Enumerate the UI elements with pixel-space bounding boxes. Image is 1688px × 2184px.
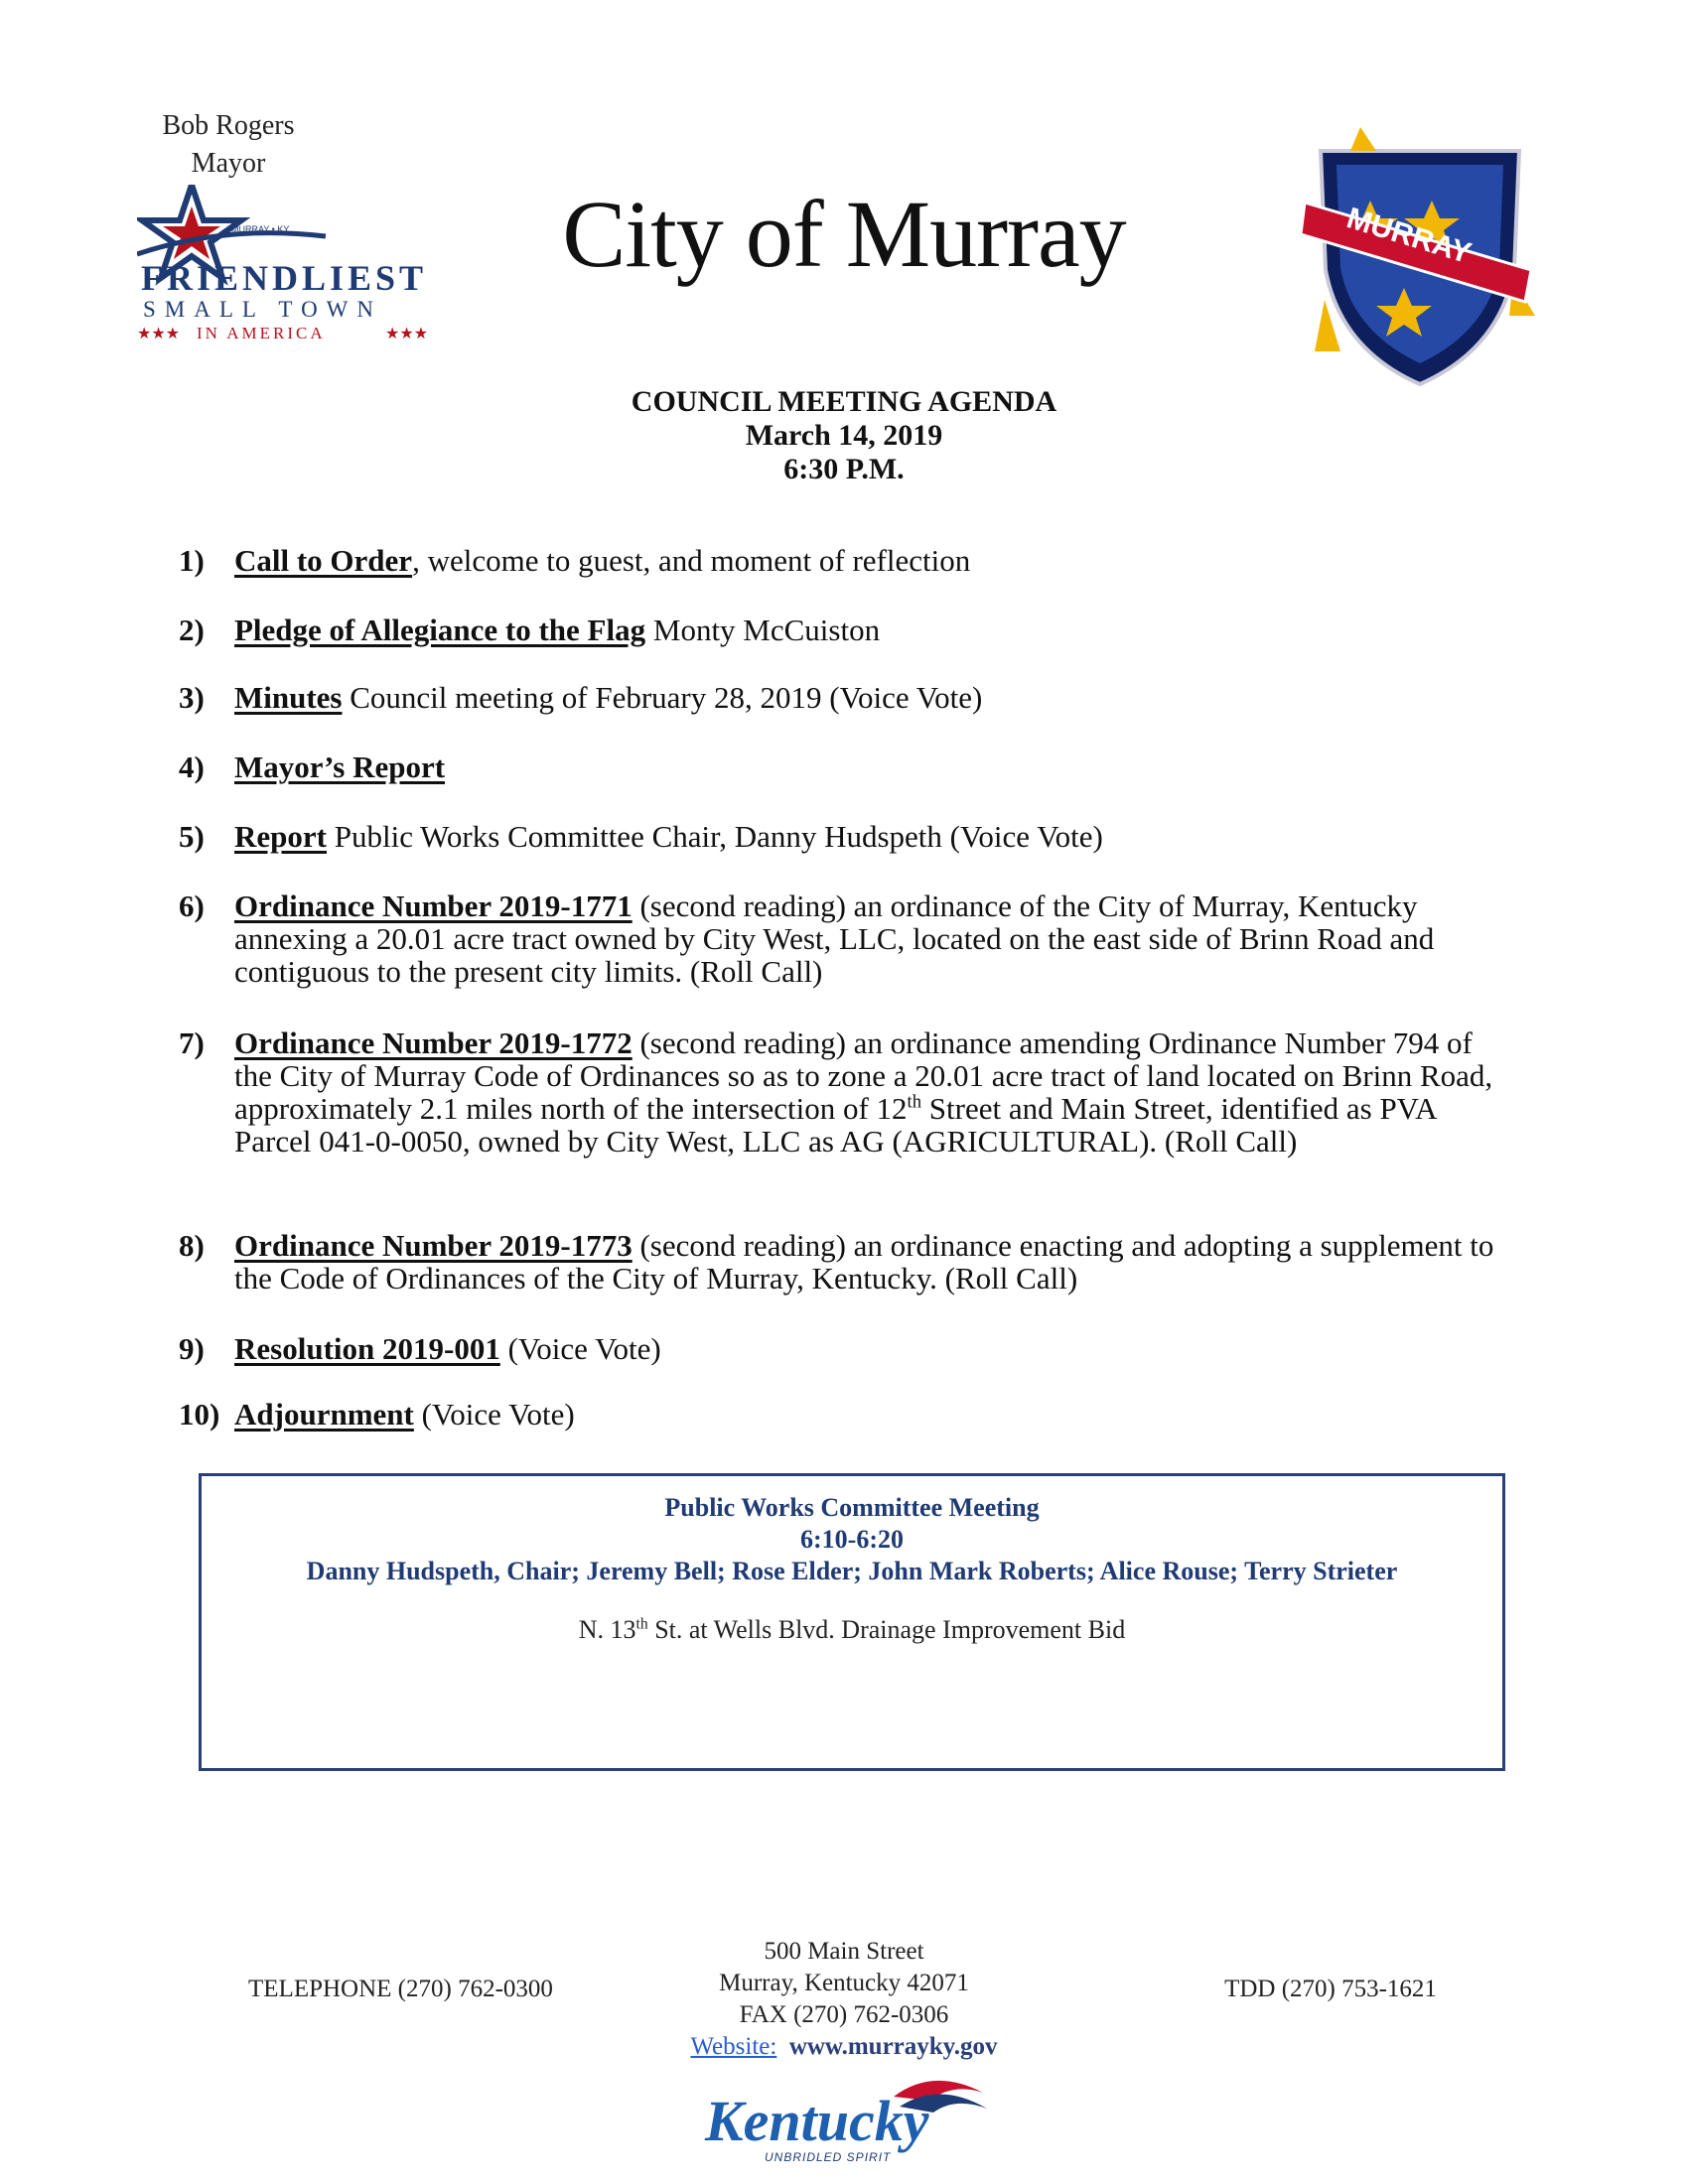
meeting-time: 6:30 P.M.	[783, 453, 905, 485]
agenda-number: 7)	[179, 1025, 205, 1060]
agenda-number: 4)	[179, 750, 205, 784]
agenda-label: Report	[234, 819, 327, 854]
footer-tdd: TDD (270) 753-1621	[1224, 1976, 1437, 2002]
agenda-text: (second reading) an ordinance amending Ordinance Number 794 of the City of Murray Code of Ordinances so as to zone a 20.01 acre tract of land located on Brinn Road, approximately 2.1 miles north of the intersection of 12	[234, 1025, 1493, 1126]
agenda-text: Public Works Committee Chair, Danny Hudspeth (Voice Vote)	[326, 819, 1103, 854]
mayor-name: Bob Rogers	[162, 110, 295, 141]
agenda-label: Adjournment	[234, 1397, 414, 1432]
footer-fax: FAX (270) 762-0306	[739, 2001, 949, 2028]
logo-line3: IN AMERICA	[197, 324, 326, 342]
website-label-link[interactable]: Website:	[690, 2033, 777, 2060]
meeting-title: COUNCIL MEETING AGENDA	[631, 385, 1057, 418]
footer-telephone: TELEPHONE (270) 762-0300	[248, 1976, 553, 2002]
agenda-number: 3)	[179, 680, 205, 715]
footer-address	[645, 1936, 1043, 2063]
agenda-text: (Voice Vote)	[499, 1331, 661, 1366]
agenda-label: Resolution 2019-001	[234, 1331, 500, 1366]
public-works-members: Danny Hudspeth, Chair; Jeremy Bell; Rose Elder; John Mark Roberts; Alice Rouse; Terry Strieter	[306, 1557, 1398, 1585]
footer-address-line1: 500 Main Street	[764, 1938, 924, 1965]
ky-logo-text: Kentucky	[705, 2089, 929, 2153]
agenda-number: 10)	[179, 1397, 220, 1432]
friendliest-small-town-logo	[137, 185, 435, 343]
public-works-time: 6:10-6:20	[800, 1525, 904, 1554]
agenda-number: 8)	[179, 1228, 205, 1263]
agenda-text: (second reading) an ordinance enacting and adopting a supplement to the Code of Ordinances of the City of Murray, Kentucky. (Roll Call)	[234, 1228, 1494, 1296]
agenda-number: 1)	[179, 543, 205, 578]
agenda-number: 2)	[179, 613, 205, 647]
agenda-number: 6)	[179, 888, 205, 923]
mayor-title: Mayor	[191, 148, 266, 179]
agenda-number: 5)	[179, 819, 205, 854]
agenda-text: Council meeting of February 28, 2019 (Voice Vote)	[342, 680, 983, 715]
meeting-date: March 14, 2019	[745, 419, 943, 452]
agenda-label: Ordinance Number 2019-1772	[234, 1025, 633, 1060]
kentucky-unbridled-spirit-logo	[695, 2067, 993, 2166]
website-url-link[interactable]: www.murrayky.gov	[788, 2033, 998, 2060]
ky-logo-tagline: UNBRIDLED SPIRIT	[765, 2150, 892, 2164]
agenda-label: Pledge of Allegiance to the Flag	[234, 613, 646, 647]
agenda-text: , welcome to guest, and moment of reflection	[412, 543, 971, 578]
footer-website	[645, 2031, 1043, 2063]
agenda-label: Ordinance Number 2019-1771	[234, 888, 633, 923]
meeting-heading	[447, 385, 1241, 486]
mayor-block	[139, 107, 318, 183]
svg-text:★★★: ★★★	[385, 326, 429, 342]
agenda-number: 9)	[179, 1331, 205, 1366]
city-title: City of Murray	[562, 181, 1126, 287]
agenda-label: Minutes	[234, 680, 343, 715]
public-works-title: Public Works Committee Meeting	[664, 1493, 1040, 1522]
agenda-label: Call to Order	[234, 543, 413, 578]
logo-top-text: MURRAY • KY	[231, 224, 290, 234]
logo-line1: FRIENDLIEST	[141, 258, 428, 298]
agenda-text: (Voice Vote)	[413, 1397, 575, 1432]
footer-address-line2: Murray, Kentucky 42071	[719, 1970, 969, 1996]
svg-text:★★★: ★★★	[137, 326, 181, 342]
public-works-item: N. 13th St. at Wells Blvd. Drainage Improvement Bid	[578, 1615, 1126, 1644]
murray-shield-logo	[1301, 121, 1539, 389]
agenda-text: Monty McCuiston	[645, 613, 881, 647]
agenda-label: Mayor’s Report	[234, 750, 446, 784]
agenda-label: Ordinance Number 2019-1773	[234, 1228, 633, 1263]
public-works-box	[199, 1473, 1505, 1771]
agenda-text: Street and Main Street, identified as PVA Parcel 041-0-0050, owned by City West, LLC as AG (AGRICULTURAL). (Roll Call)	[234, 1091, 1436, 1159]
agenda-text: (second reading) an ordinance of the City of Murray, Kentucky annexing a 20.01 acre tract owned by City West, LLC, located on the east side of Brinn Road and contiguous to the present city limits. (Roll Call)	[234, 888, 1435, 989]
logo-line2: SMALL TOWN	[143, 297, 382, 322]
shield-banner-text: MURRAY	[1342, 202, 1476, 271]
agenda-superscript: th	[907, 1091, 922, 1113]
